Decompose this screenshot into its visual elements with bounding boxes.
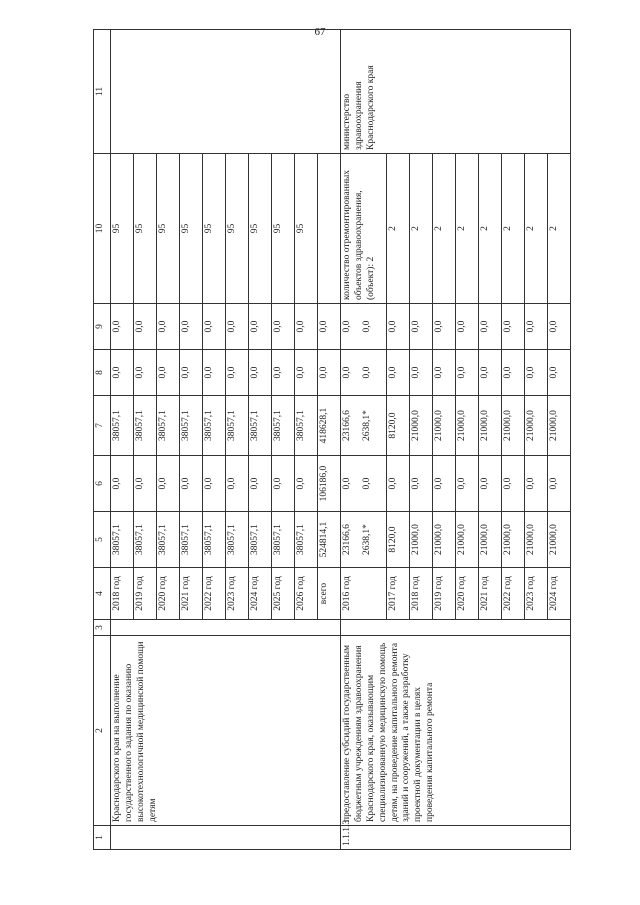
regional-amount-cell: 21000,0	[548, 396, 571, 456]
other-amount-cell	[341, 304, 387, 350]
regional-amount-cell: 38057,1	[134, 396, 157, 456]
header-cell: 5	[94, 512, 111, 568]
measure-description: Краснодарского края на выполнение государственного задания по оказанию высокотехнологичной медицинской помощи детям	[111, 636, 341, 826]
year-cell: 2021 год	[180, 568, 203, 620]
result-value-cell: 95	[203, 154, 226, 304]
local-amount-cell: 0,0	[456, 350, 479, 396]
federal-amount-cell: 0,0	[203, 456, 226, 512]
result-value-cell: 2	[456, 154, 479, 304]
year-cell: 2024 год	[249, 568, 272, 620]
regional-amount-cell: 21000,0	[525, 396, 548, 456]
header-cell: 8	[94, 350, 111, 396]
total-amount-cell	[341, 512, 387, 568]
local-amount-cell: 0,0	[525, 350, 548, 396]
local-amount-cell: 0,0	[387, 350, 410, 396]
result-value-cell: 2	[479, 154, 502, 304]
regional-amount-cell: 21000,0	[456, 396, 479, 456]
regional-amount-cell: 21000,0	[502, 396, 525, 456]
other-amount-cell: 0,0	[203, 304, 226, 350]
federal-amount-cell: 0,0	[525, 456, 548, 512]
page-number: 67	[314, 26, 326, 38]
regional-amount-cell: 8120,0	[387, 396, 410, 456]
federal-amount-cell: 106186,0	[318, 456, 341, 512]
federal-amount-cell: 0,0	[134, 456, 157, 512]
amount-line-note: 0,0	[361, 366, 372, 379]
local-amount-cell: 0,0	[157, 350, 180, 396]
year-cell: 2018 год	[410, 568, 433, 620]
result-value-cell: 95	[249, 154, 272, 304]
other-amount-cell: 0,0	[157, 304, 180, 350]
local-amount-cell: 0,0	[502, 350, 525, 396]
header-row	[94, 30, 111, 850]
regional-amount-cell: 38057,1	[295, 396, 318, 456]
amount-line: 23166,6	[342, 524, 352, 555]
year-cell: 2022 год	[203, 568, 226, 620]
local-amount-cell: 0,0	[295, 350, 318, 396]
result-value-cell: 2	[433, 154, 456, 304]
regional-amount-cell: 418628,1	[318, 396, 341, 456]
other-amount-cell: 0,0	[318, 304, 341, 350]
responsible-cell	[111, 30, 341, 154]
year-cell: 2019 год	[433, 568, 456, 620]
federal-amount-cell: 0,0	[479, 456, 502, 512]
amount-line: 23166,6	[342, 410, 352, 441]
header-cell: 1	[94, 826, 111, 850]
federal-amount-cell: 0,0	[295, 456, 318, 512]
year-cell: 2018 год	[111, 568, 134, 620]
amount-line-note: 0,0	[361, 477, 372, 490]
result-value-cell: 2	[548, 154, 571, 304]
other-amount-cell: 0,0	[479, 304, 502, 350]
result-value-cell: 95	[226, 154, 249, 304]
total-amount-cell: 38057,1	[272, 512, 295, 568]
item-number-cell: 1.1.1.3	[341, 826, 571, 850]
header-cell: 7	[94, 396, 111, 456]
federal-amount-cell: 0,0	[157, 456, 180, 512]
total-amount-cell: 21000,0	[479, 512, 502, 568]
result-value-cell: 2	[387, 154, 410, 304]
federal-amount-cell: 0,0	[387, 456, 410, 512]
result-value-cell: 95	[157, 154, 180, 304]
result-indicator-cell: количество отремонтированных объектов здравоохранения, (объект): 2	[341, 154, 387, 304]
amount-line-note: 2638,1*	[361, 410, 372, 441]
header-cell: 4	[94, 568, 111, 620]
result-value-cell: 95	[180, 154, 203, 304]
other-amount-cell: 0,0	[456, 304, 479, 350]
amount-line-note: 2638,1*	[361, 524, 372, 555]
total-amount-cell: 21000,0	[433, 512, 456, 568]
federal-amount-cell	[341, 456, 387, 512]
regional-amount-cell: 21000,0	[479, 396, 502, 456]
year-cell: 2025 год	[272, 568, 295, 620]
total-amount-cell: 38057,1	[249, 512, 272, 568]
other-amount-cell: 0,0	[525, 304, 548, 350]
table-row	[111, 30, 134, 850]
federal-amount-cell: 0,0	[456, 456, 479, 512]
source-cell	[341, 620, 571, 636]
other-amount-cell: 0,0	[387, 304, 410, 350]
regional-amount-cell: 38057,1	[157, 396, 180, 456]
total-amount-cell: 38057,1	[203, 512, 226, 568]
result-value-cell: 95	[134, 154, 157, 304]
total-amount-cell: 38057,1	[226, 512, 249, 568]
amount-line: 0,0	[342, 320, 352, 333]
item-number-cell	[111, 826, 341, 850]
total-amount-cell: 21000,0	[410, 512, 433, 568]
local-amount-cell: 0,0	[318, 350, 341, 396]
result-value-cell: 95	[295, 154, 318, 304]
total-amount-cell: 21000,0	[502, 512, 525, 568]
federal-amount-cell: 0,0	[272, 456, 295, 512]
other-amount-cell: 0,0	[111, 304, 134, 350]
year-cell: 2021 год	[479, 568, 502, 620]
header-cell: 6	[94, 456, 111, 512]
other-amount-cell: 0,0	[295, 304, 318, 350]
amount-line: 0,0	[342, 366, 352, 379]
table-row	[341, 30, 387, 850]
regional-amount-cell: 38057,1	[249, 396, 272, 456]
total-amount-cell: 38057,1	[134, 512, 157, 568]
year-cell: 2023 год	[525, 568, 548, 620]
local-amount-cell: 0,0	[548, 350, 571, 396]
local-amount-cell: 0,0	[433, 350, 456, 396]
other-amount-cell: 0,0	[226, 304, 249, 350]
regional-amount-cell: 38057,1	[180, 396, 203, 456]
source-cell	[111, 620, 341, 636]
other-amount-cell: 0,0	[272, 304, 295, 350]
header-cell: 2	[94, 636, 111, 826]
responsible-cell: министерство здравоохранения Краснодарского края	[341, 30, 571, 154]
result-value-cell: 95	[111, 154, 134, 304]
regional-amount-cell: 38057,1	[226, 396, 249, 456]
local-amount-cell: 0,0	[134, 350, 157, 396]
local-amount-cell: 0,0	[479, 350, 502, 396]
total-amount-cell: 21000,0	[548, 512, 571, 568]
other-amount-cell: 0,0	[134, 304, 157, 350]
regional-amount-cell	[341, 396, 387, 456]
year-cell: 2017 год	[387, 568, 410, 620]
result-value-cell: 2	[410, 154, 433, 304]
program-table	[93, 29, 571, 850]
regional-amount-cell: 38057,1	[111, 396, 134, 456]
federal-amount-cell: 0,0	[410, 456, 433, 512]
header-cell: 3	[94, 620, 111, 636]
local-amount-cell: 0,0	[203, 350, 226, 396]
other-amount-cell: 0,0	[502, 304, 525, 350]
rotated-table-frame	[93, 30, 583, 850]
regional-amount-cell: 21000,0	[433, 396, 456, 456]
year-cell: 2020 год	[157, 568, 180, 620]
result-value-cell: 2	[525, 154, 548, 304]
local-amount-cell: 0,0	[226, 350, 249, 396]
measure-description: предоставление субсидий государственным бюджетным учреждениям здравоохранения Краснодарского края, оказывающим специализированную медицинскую помощь детям, на проведение капитального ремонта зданий и сооружений, а также разработку проектной документации в целях проведения капитального ремонта	[341, 636, 571, 826]
year-cell: 2026 год	[295, 568, 318, 620]
federal-amount-cell: 0,0	[226, 456, 249, 512]
year-cell: 2016 год	[341, 568, 387, 620]
other-amount-cell: 0,0	[548, 304, 571, 350]
local-amount-cell: 0,0	[410, 350, 433, 396]
amount-line: 0,0	[342, 477, 352, 490]
total-amount-cell: 21000,0	[456, 512, 479, 568]
result-value-cell: 95	[272, 154, 295, 304]
local-amount-cell: 0,0	[272, 350, 295, 396]
total-amount-cell: 8120,0	[387, 512, 410, 568]
other-amount-cell: 0,0	[410, 304, 433, 350]
regional-amount-cell: 38057,1	[203, 396, 226, 456]
year-cell: всего	[318, 568, 341, 620]
other-amount-cell: 0,0	[249, 304, 272, 350]
total-amount-cell: 38057,1	[157, 512, 180, 568]
local-amount-cell	[341, 350, 387, 396]
federal-amount-cell: 0,0	[180, 456, 203, 512]
header-cell: 10	[94, 154, 111, 304]
local-amount-cell: 0,0	[180, 350, 203, 396]
other-amount-cell: 0,0	[180, 304, 203, 350]
header-cell: 11	[94, 30, 111, 154]
federal-amount-cell: 0,0	[502, 456, 525, 512]
regional-amount-cell: 21000,0	[410, 396, 433, 456]
result-value-cell	[318, 154, 341, 304]
local-amount-cell: 0,0	[249, 350, 272, 396]
year-cell: 2022 год	[502, 568, 525, 620]
year-cell: 2020 год	[456, 568, 479, 620]
total-amount-cell: 38057,1	[180, 512, 203, 568]
federal-amount-cell: 0,0	[548, 456, 571, 512]
year-cell: 2023 год	[226, 568, 249, 620]
federal-amount-cell: 0,0	[111, 456, 134, 512]
amount-line-note: 0,0	[361, 320, 372, 333]
total-amount-cell: 38057,1	[111, 512, 134, 568]
total-amount-cell: 21000,0	[525, 512, 548, 568]
federal-amount-cell: 0,0	[249, 456, 272, 512]
result-value-cell: 2	[502, 154, 525, 304]
regional-amount-cell: 38057,1	[272, 396, 295, 456]
year-cell: 2019 год	[134, 568, 157, 620]
total-amount-cell: 524814,1	[318, 512, 341, 568]
total-amount-cell: 38057,1	[295, 512, 318, 568]
local-amount-cell: 0,0	[111, 350, 134, 396]
other-amount-cell: 0,0	[433, 304, 456, 350]
federal-amount-cell: 0,0	[433, 456, 456, 512]
header-cell: 9	[94, 304, 111, 350]
year-cell: 2024 год	[548, 568, 571, 620]
